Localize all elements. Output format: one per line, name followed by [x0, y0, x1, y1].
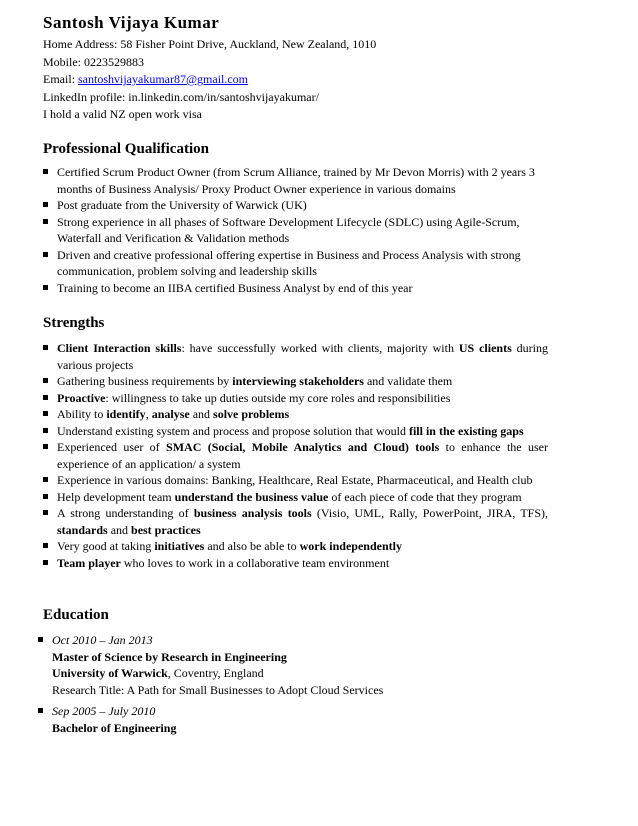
list-item: [43, 423, 548, 440]
dates-text: Sep 2005 – July 2010: [52, 704, 156, 718]
text: : willingness to take up duties outside my core roles and responsibilities: [105, 390, 451, 405]
text: Ability to: [57, 407, 107, 421]
degree-title: [52, 649, 538, 666]
emphasis: standards: [57, 522, 108, 537]
emphasis: interviewing stakeholders: [232, 374, 364, 388]
text: : have successfully worked with clients, majority with: [181, 341, 459, 355]
emphasis: analyse: [151, 407, 190, 421]
text: who loves to work in a collaborative team environment: [120, 555, 390, 570]
home-address: Home Address: 58 Fisher Point Drive, Auckland, New Zealand, 1010: [43, 37, 377, 51]
text: to enhance the user experience of an application/ a system: [57, 440, 548, 471]
emphasis: business analysis tools: [193, 506, 312, 520]
linkedin-profile: LinkedIn profile: in.linkedin.com/in/santoshvijayakumar/: [43, 89, 319, 104]
list-item: [43, 373, 548, 390]
text: Understand existing system and process and propose solution that would: [57, 423, 409, 438]
mobile-number: Mobile: 0223529883: [43, 54, 144, 69]
list-item: [43, 390, 548, 407]
degree-text: Master of Science by Research in Engineering: [52, 649, 287, 664]
list-item: [43, 406, 548, 423]
emphasis: fill in the existing gaps: [408, 423, 524, 438]
university-line: [52, 665, 538, 682]
university-name: University of Warwick: [52, 666, 168, 680]
emphasis: Proactive: [57, 390, 106, 405]
list-item: [43, 538, 548, 555]
text: Help development team: [57, 489, 175, 504]
emphasis: solve problems: [213, 407, 290, 421]
list-item: Driven and creative professional offering expertise in Business and Process Analysis with strong communication, problem solving and leadership skills: [43, 247, 543, 280]
candidate-name: Santosh Vijaya Kumar: [43, 13, 220, 32]
text: Gathering business requirements by: [57, 374, 233, 388]
list-item: [43, 505, 548, 538]
list-item: Post graduate from the University of Warwick (UK): [43, 197, 543, 214]
text: (Visio, UML, Rally, PowerPoint, JIRA, TFS),: [311, 506, 548, 520]
emphasis: US clients: [458, 341, 512, 355]
text: ,: [145, 407, 152, 421]
degree-text: Bachelor of Engineering: [52, 720, 177, 735]
text: Experience in various domains: Banking, Healthcare, Real Estate, Pharmaceutical, and Health club: [57, 473, 533, 487]
education-list: [38, 632, 538, 736]
university-location: , Coventry, England: [167, 666, 264, 680]
list-item: [43, 489, 548, 506]
education-entry: [38, 632, 538, 698]
emphasis: SMAC (Social, Mobile Analytics and Cloud) tools: [166, 440, 440, 454]
text: and: [107, 522, 132, 537]
email-label: Email:: [43, 72, 78, 86]
text: of each piece of code that they program: [328, 489, 522, 504]
email-line: [43, 71, 376, 89]
emphasis: Client Interaction skills: [57, 341, 182, 355]
education-entry: [38, 703, 538, 736]
text: and: [189, 407, 214, 421]
strengths-heading: Strengths: [43, 315, 105, 331]
text: Experienced user of: [57, 440, 167, 454]
list-item: Certified Scrum Product Owner (from Scrum Alliance, trained by Mr Devon Morris) with 2 years 3 months of Business Analysis/ Proxy Product Owner experience in various domains: [43, 164, 543, 197]
text: Very good at taking: [57, 539, 155, 553]
text: and validate them: [363, 374, 453, 388]
text: and also be able to: [204, 539, 300, 553]
emphasis: understand the business value: [174, 489, 329, 504]
visa-status: I hold a valid NZ open work visa: [43, 107, 202, 121]
strengths-list: [43, 340, 548, 571]
list-item: Strong experience in all phases of Software Development Lifecycle (SDLC) using Agile-Scrum, Waterfall and Verification & Validation methods: [43, 214, 543, 247]
education-heading: Education: [43, 607, 109, 623]
emphasis: identify: [106, 407, 146, 421]
education-dates: [52, 632, 538, 649]
list-item: [43, 340, 548, 373]
emphasis: Team player: [57, 555, 121, 570]
email-link[interactable]: santoshvijayakumar87@gmail.com: [78, 72, 249, 86]
list-item: Training to become an IIBA certified Business Analyst by end of this year: [43, 280, 543, 297]
text: A strong understanding of: [57, 506, 194, 520]
education-dates: [52, 703, 538, 720]
list-item: [43, 555, 548, 572]
qualification-list: [43, 164, 543, 296]
list-item: [43, 439, 548, 472]
list-item: [43, 472, 548, 489]
degree-title: [52, 720, 538, 737]
emphasis: initiatives: [154, 539, 205, 553]
emphasis: best practices: [131, 522, 201, 537]
research-title: Research Title: A Path for Small Businesses to Adopt Cloud Services: [52, 682, 384, 697]
professional-qualification-heading: Professional Qualification: [43, 141, 209, 157]
contact-block: [43, 36, 376, 124]
dates-text: Oct 2010 – Jan 2013: [52, 633, 153, 647]
emphasis: work independently: [299, 539, 402, 553]
text: during various projects: [57, 341, 549, 372]
